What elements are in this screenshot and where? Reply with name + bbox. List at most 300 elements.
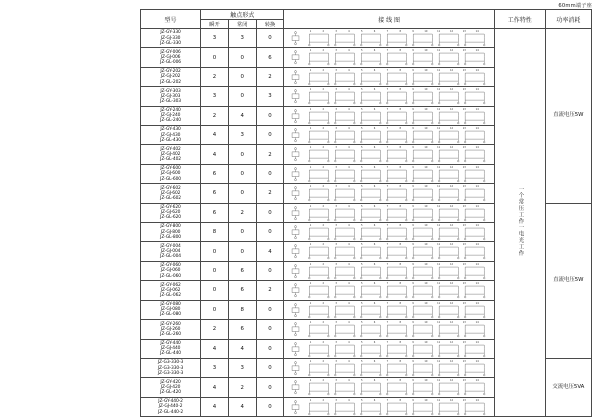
model-code: JZ-G3-330-3 <box>157 365 184 371</box>
svg-text:8: 8 <box>399 185 402 189</box>
svg-text:6: 6 <box>374 146 376 150</box>
model-code: JZ-GL-303 <box>160 99 181 105</box>
contact-count-a: 0 <box>201 300 229 319</box>
header-contact-form: 触点形式 <box>201 10 284 20</box>
svg-text:14: 14 <box>476 49 480 53</box>
svg-text:7: 7 <box>387 224 389 228</box>
svg-text:10: 10 <box>424 359 428 363</box>
svg-text:1: 1 <box>310 146 312 150</box>
svg-text:8: 8 <box>399 398 402 402</box>
model-code: JZ-GL-202 <box>160 79 181 85</box>
svg-text:6: 6 <box>374 127 376 131</box>
svg-text:1: 1 <box>310 398 312 402</box>
svg-text:4: 4 <box>348 165 351 169</box>
svg-text:14: 14 <box>476 301 480 305</box>
wiring-diagram <box>284 397 494 416</box>
svg-text:8: 8 <box>399 127 402 131</box>
svg-text:4: 4 <box>348 49 351 53</box>
svg-text:10: 10 <box>424 185 428 189</box>
contact-count-b: 3 <box>228 358 256 377</box>
svg-text:10: 10 <box>424 127 428 131</box>
svg-text:2: 2 <box>322 146 325 150</box>
contact-count-a: 6 <box>201 164 229 183</box>
model-code: JZ-GY-800 <box>160 224 181 230</box>
model-code: JZ-GJ-240 <box>160 113 181 119</box>
svg-text:1: 1 <box>310 127 312 131</box>
model-cell <box>141 261 201 280</box>
svg-text:14: 14 <box>476 204 480 208</box>
model-code: JZ-GJ-060 <box>160 268 181 274</box>
svg-text:10: 10 <box>424 204 428 208</box>
svg-text:13: 13 <box>463 282 467 286</box>
svg-text:14: 14 <box>476 224 480 228</box>
svg-text:14: 14 <box>476 340 480 344</box>
contact-count-c: 6 <box>256 48 284 67</box>
svg-text:1: 1 <box>310 204 312 208</box>
svg-text:6: 6 <box>374 301 376 305</box>
model-cell <box>141 320 201 339</box>
svg-text:10: 10 <box>424 146 428 150</box>
contact-count-b: 0 <box>228 242 256 261</box>
svg-text:11: 11 <box>437 165 441 169</box>
svg-text:2: 2 <box>322 379 325 383</box>
svg-text:12: 12 <box>450 301 454 305</box>
model-code: JZ-GL-240 <box>160 118 181 124</box>
svg-text:9: 9 <box>412 224 415 228</box>
model-code: JZ-GY-620 <box>160 205 181 211</box>
svg-text:11: 11 <box>437 398 441 402</box>
contact-count-b: 0 <box>228 67 256 86</box>
model-code: JZ-GJ-080 <box>160 307 181 313</box>
svg-text:6: 6 <box>374 282 376 286</box>
wiring-diagram <box>284 281 494 300</box>
svg-text:1: 1 <box>310 185 312 189</box>
svg-text:11: 11 <box>437 88 441 92</box>
model-code: JZ-GJ-402 <box>160 152 181 158</box>
wiring-diagram <box>284 300 494 319</box>
svg-text:1: 1 <box>310 107 312 111</box>
model-cell <box>141 106 201 125</box>
svg-text:13: 13 <box>463 127 467 131</box>
svg-text:1: 1 <box>310 340 312 344</box>
svg-text:4: 4 <box>348 29 351 33</box>
wiring-diagram <box>284 126 494 145</box>
model-cell <box>141 281 201 300</box>
svg-text:1: 1 <box>310 359 312 363</box>
svg-text:8: 8 <box>399 262 402 266</box>
contact-count-a: 3 <box>201 87 229 106</box>
contact-count-a: 2 <box>201 67 229 86</box>
svg-text:7: 7 <box>387 262 389 266</box>
model-code: JZ-GL-800 <box>160 234 181 240</box>
contact-count-c: 2 <box>256 184 284 203</box>
svg-text:6: 6 <box>374 321 376 325</box>
svg-text:9: 9 <box>412 127 415 131</box>
svg-text:3: 3 <box>335 379 338 383</box>
svg-text:11: 11 <box>437 379 441 383</box>
svg-text:2: 2 <box>322 224 325 228</box>
contact-count-b: 6 <box>228 320 256 339</box>
svg-text:13: 13 <box>463 262 467 266</box>
contact-count-c: 2 <box>256 67 284 86</box>
svg-text:11: 11 <box>437 127 441 131</box>
svg-text:7: 7 <box>387 243 389 247</box>
contact-count-a: 0 <box>201 48 229 67</box>
svg-text:1: 1 <box>310 68 312 72</box>
model-code: JZ-GJ-330 <box>160 35 181 41</box>
model-code: JZ-GL-004 <box>160 254 181 260</box>
contact-count-a: 0 <box>201 281 229 300</box>
svg-text:6: 6 <box>374 88 376 92</box>
wiring-diagram <box>284 164 494 183</box>
svg-text:8: 8 <box>399 107 402 111</box>
characteristic-text: 一个常压工作一电光工作 <box>517 185 524 257</box>
svg-text:14: 14 <box>476 282 480 286</box>
svg-text:13: 13 <box>463 29 467 33</box>
svg-text:3: 3 <box>335 282 338 286</box>
svg-text:4: 4 <box>348 224 351 228</box>
model-code: JZ-GY-060 <box>160 263 181 269</box>
svg-text:14: 14 <box>476 29 480 33</box>
svg-text:5: 5 <box>361 185 363 189</box>
svg-text:3: 3 <box>335 107 338 111</box>
svg-text:9: 9 <box>412 68 415 72</box>
svg-text:14: 14 <box>476 243 480 247</box>
svg-text:4: 4 <box>348 359 351 363</box>
model-code: JZ-GL-440 <box>160 351 181 357</box>
contact-count-c: 4 <box>256 242 284 261</box>
svg-text:5: 5 <box>361 301 363 305</box>
svg-text:13: 13 <box>463 224 467 228</box>
svg-text:11: 11 <box>437 107 441 111</box>
svg-text:14: 14 <box>476 379 480 383</box>
svg-text:3: 3 <box>335 185 338 189</box>
svg-text:6: 6 <box>374 107 376 111</box>
header-sub-transfer: 转换 <box>256 20 284 29</box>
svg-text:7: 7 <box>387 165 389 169</box>
svg-text:5: 5 <box>361 243 363 247</box>
contact-count-a: 4 <box>201 397 229 416</box>
contact-count-c: 0 <box>256 339 284 358</box>
svg-text:14: 14 <box>476 68 480 72</box>
svg-text:5: 5 <box>361 321 363 325</box>
model-code: JZ-GJ-800 <box>160 229 181 235</box>
svg-text:10: 10 <box>424 301 428 305</box>
contact-count-c: 2 <box>256 145 284 164</box>
contact-count-c: 3 <box>256 87 284 106</box>
svg-text:10: 10 <box>424 379 428 383</box>
svg-text:11: 11 <box>437 282 441 286</box>
svg-text:3: 3 <box>335 262 338 266</box>
wiring-diagram <box>284 67 494 86</box>
svg-text:10: 10 <box>424 165 428 169</box>
svg-text:2: 2 <box>322 29 325 33</box>
svg-text:7: 7 <box>387 301 389 305</box>
svg-text:13: 13 <box>463 146 467 150</box>
svg-text:9: 9 <box>412 262 415 266</box>
svg-text:14: 14 <box>476 321 480 325</box>
contact-count-c: 0 <box>256 106 284 125</box>
svg-text:6: 6 <box>374 204 376 208</box>
model-code: JZ-GY-430 <box>160 127 181 133</box>
svg-text:13: 13 <box>463 49 467 53</box>
contact-count-a: 6 <box>201 184 229 203</box>
svg-text:6: 6 <box>374 379 376 383</box>
svg-text:7: 7 <box>387 379 389 383</box>
model-code: JZ-GY-420 <box>160 379 181 385</box>
svg-text:1: 1 <box>310 165 312 169</box>
svg-text:7: 7 <box>387 204 389 208</box>
svg-text:11: 11 <box>437 68 441 72</box>
model-code: JZ-GY-303 <box>160 88 181 94</box>
table-header <box>141 10 592 29</box>
svg-text:8: 8 <box>399 29 402 33</box>
svg-text:9: 9 <box>412 88 415 92</box>
svg-text:1: 1 <box>310 243 312 247</box>
svg-text:13: 13 <box>463 359 467 363</box>
contact-count-c: 0 <box>256 358 284 377</box>
svg-text:11: 11 <box>437 301 441 305</box>
model-code: JZ-GY-330 <box>160 30 181 36</box>
model-code: JZ-GY-440-2 <box>158 399 183 405</box>
svg-text:10: 10 <box>424 262 428 266</box>
svg-text:4: 4 <box>348 321 351 325</box>
contact-count-b: 0 <box>228 48 256 67</box>
model-code: JZ-GL-006 <box>160 60 181 66</box>
svg-text:3: 3 <box>335 165 338 169</box>
svg-text:13: 13 <box>463 340 467 344</box>
model-code: JZ-GJ-260 <box>160 326 181 332</box>
svg-text:1: 1 <box>310 29 312 33</box>
svg-text:4: 4 <box>348 88 351 92</box>
svg-text:11: 11 <box>437 224 441 228</box>
contact-count-c: 0 <box>256 320 284 339</box>
svg-text:12: 12 <box>450 204 454 208</box>
svg-text:11: 11 <box>437 243 441 247</box>
svg-text:13: 13 <box>463 185 467 189</box>
svg-text:10: 10 <box>424 340 428 344</box>
svg-text:2: 2 <box>322 301 325 305</box>
model-code: JZ-GL-260 <box>160 331 181 337</box>
svg-text:6: 6 <box>374 185 376 189</box>
model-code: JZ-GY-240 <box>160 108 181 114</box>
model-cell <box>141 87 201 106</box>
wiring-diagram <box>284 106 494 125</box>
contact-count-c: 0 <box>256 29 284 48</box>
svg-text:12: 12 <box>450 282 454 286</box>
svg-text:14: 14 <box>476 262 480 266</box>
wiring-diagram <box>284 320 494 339</box>
svg-text:9: 9 <box>412 340 415 344</box>
contact-count-b: 0 <box>228 164 256 183</box>
contact-count-a: 6 <box>201 203 229 222</box>
svg-text:2: 2 <box>322 243 325 247</box>
svg-text:3: 3 <box>335 398 338 402</box>
svg-text:8: 8 <box>399 282 402 286</box>
svg-text:2: 2 <box>322 127 325 131</box>
svg-text:9: 9 <box>412 398 415 402</box>
svg-text:4: 4 <box>348 243 351 247</box>
svg-text:12: 12 <box>450 29 454 33</box>
svg-text:2: 2 <box>322 88 325 92</box>
svg-text:13: 13 <box>463 398 467 402</box>
model-code: JZ-GL-080 <box>160 312 181 318</box>
model-code: JZ-GJ-004 <box>160 249 181 255</box>
model-code: JZ-GL-430 <box>160 137 181 143</box>
svg-text:12: 12 <box>450 262 454 266</box>
contact-count-b: 0 <box>228 184 256 203</box>
svg-text:4: 4 <box>348 146 351 150</box>
svg-text:2: 2 <box>322 262 325 266</box>
svg-text:9: 9 <box>412 321 415 325</box>
svg-text:6: 6 <box>374 29 376 33</box>
contact-count-a: 3 <box>201 358 229 377</box>
svg-text:4: 4 <box>348 204 351 208</box>
svg-text:6: 6 <box>374 243 376 247</box>
svg-text:2: 2 <box>322 321 325 325</box>
svg-text:7: 7 <box>387 49 389 53</box>
model-code: JZ-GJ-062 <box>160 287 181 293</box>
svg-text:3: 3 <box>335 224 338 228</box>
svg-text:9: 9 <box>412 243 415 247</box>
svg-text:3: 3 <box>335 49 338 53</box>
contact-count-a: 0 <box>201 242 229 261</box>
svg-text:3: 3 <box>335 204 338 208</box>
wiring-diagram <box>284 242 494 261</box>
svg-text:5: 5 <box>361 282 363 286</box>
model-code: JZ-GJ-620 <box>160 210 181 216</box>
svg-text:9: 9 <box>412 107 415 111</box>
model-cell <box>141 48 201 67</box>
svg-text:12: 12 <box>450 321 454 325</box>
svg-text:3: 3 <box>335 359 338 363</box>
svg-text:6: 6 <box>374 340 376 344</box>
contact-count-b: 3 <box>228 126 256 145</box>
svg-text:5: 5 <box>361 49 363 53</box>
svg-text:6: 6 <box>374 359 376 363</box>
model-code: JZ-GY-402 <box>160 146 181 152</box>
svg-text:9: 9 <box>412 359 415 363</box>
svg-text:2: 2 <box>322 185 325 189</box>
model-cell <box>141 397 201 416</box>
svg-text:7: 7 <box>387 146 389 150</box>
contact-count-b: 8 <box>228 300 256 319</box>
wiring-diagram <box>284 29 494 48</box>
model-code: JZ-GJ-602 <box>160 190 181 196</box>
svg-text:12: 12 <box>450 398 454 402</box>
model-code: JZ-GJ-420 <box>160 384 181 390</box>
svg-text:5: 5 <box>361 224 363 228</box>
svg-text:1: 1 <box>310 379 312 383</box>
wiring-diagram <box>284 339 494 358</box>
svg-text:2: 2 <box>322 68 325 72</box>
model-code: JZ-GL-330 <box>160 40 181 46</box>
model-cell <box>141 184 201 203</box>
wiring-diagram <box>284 48 494 67</box>
model-code: JZ-GL-600 <box>160 176 181 182</box>
svg-text:10: 10 <box>424 107 428 111</box>
svg-text:13: 13 <box>463 88 467 92</box>
svg-text:11: 11 <box>437 49 441 53</box>
characteristic-cell <box>494 29 545 417</box>
svg-text:9: 9 <box>412 282 415 286</box>
wiring-diagram <box>284 261 494 280</box>
wiring-diagram <box>284 184 494 203</box>
svg-text:12: 12 <box>450 224 454 228</box>
svg-text:8: 8 <box>399 321 402 325</box>
svg-text:5: 5 <box>361 165 363 169</box>
power-cell: 交流电压5VA <box>545 358 591 416</box>
svg-text:10: 10 <box>424 29 428 33</box>
svg-text:11: 11 <box>437 185 441 189</box>
svg-text:4: 4 <box>348 282 351 286</box>
model-code: JZ-GL-440-2 <box>158 409 184 415</box>
svg-text:4: 4 <box>348 379 351 383</box>
svg-text:14: 14 <box>476 127 480 131</box>
model-code: JZ-GY-062 <box>160 282 181 288</box>
model-code: JZ-GY-004 <box>160 243 181 249</box>
contact-count-c: 0 <box>256 300 284 319</box>
svg-text:8: 8 <box>399 49 402 53</box>
svg-text:5: 5 <box>361 262 363 266</box>
svg-text:13: 13 <box>463 379 467 383</box>
svg-text:1: 1 <box>310 88 312 92</box>
contact-count-b: 6 <box>228 281 256 300</box>
svg-text:7: 7 <box>387 321 389 325</box>
svg-text:6: 6 <box>374 68 376 72</box>
svg-text:5: 5 <box>361 88 363 92</box>
model-code: JZ-GY-260 <box>160 321 181 327</box>
svg-text:3: 3 <box>335 88 338 92</box>
svg-text:3: 3 <box>335 127 338 131</box>
svg-text:7: 7 <box>387 340 389 344</box>
contact-count-a: 8 <box>201 223 229 242</box>
svg-text:8: 8 <box>399 243 402 247</box>
svg-text:10: 10 <box>424 68 428 72</box>
svg-text:12: 12 <box>450 243 454 247</box>
svg-text:7: 7 <box>387 88 389 92</box>
wiring-diagram <box>284 378 494 397</box>
svg-text:5: 5 <box>361 359 363 363</box>
svg-text:4: 4 <box>348 127 351 131</box>
svg-text:5: 5 <box>361 204 363 208</box>
svg-text:2: 2 <box>322 340 325 344</box>
contact-count-c: 0 <box>256 378 284 397</box>
svg-text:12: 12 <box>450 88 454 92</box>
svg-text:5: 5 <box>361 379 363 383</box>
model-cell <box>141 300 201 319</box>
power-cell: 直流电压5W <box>545 203 591 358</box>
wiring-diagram <box>284 87 494 106</box>
model-cell <box>141 242 201 261</box>
contact-count-c: 0 <box>256 261 284 280</box>
svg-text:12: 12 <box>450 185 454 189</box>
svg-text:2: 2 <box>322 165 325 169</box>
header-power: 功率消耗 <box>545 10 591 29</box>
svg-text:3: 3 <box>335 340 338 344</box>
model-code: JZ-GL-620 <box>160 215 181 221</box>
model-cell <box>141 203 201 222</box>
svg-text:8: 8 <box>399 379 402 383</box>
svg-text:11: 11 <box>437 340 441 344</box>
contact-count-a: 4 <box>201 378 229 397</box>
svg-text:5: 5 <box>361 68 363 72</box>
contact-count-b: 0 <box>228 87 256 106</box>
svg-text:12: 12 <box>450 359 454 363</box>
svg-text:13: 13 <box>463 321 467 325</box>
svg-text:3: 3 <box>335 321 338 325</box>
wiring-diagram <box>284 203 494 222</box>
